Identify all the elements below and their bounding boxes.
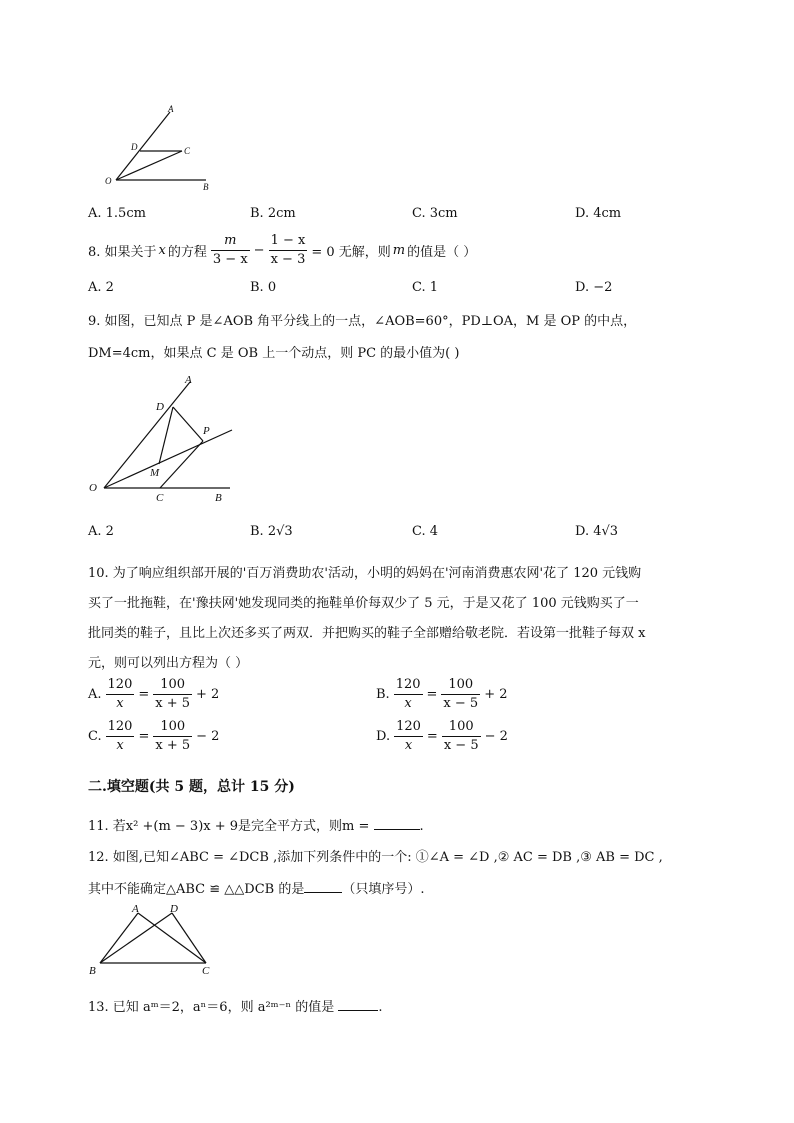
q7-figure: [100, 100, 220, 195]
q10-option-c: C. $\frac{120}{x}$ = $\frac{100}{x + 5}$ − 2: [88, 719, 220, 753]
q7-option-a: A. 1.5cm: [88, 206, 146, 221]
q12-label-d: D: [170, 903, 178, 915]
q12-line-1: 12. 如图,已知∠ABC = ∠DCB ,添加下列条件中的一个: ①∠A = ∠D ,② AC = DB ,③ AB = DC ,: [88, 850, 663, 865]
q9-option-c: C. 4: [412, 524, 439, 539]
q12-figure: [84, 900, 224, 982]
q9-option-d: D. 4√3: [575, 524, 619, 539]
q7-label-c: C: [184, 146, 191, 156]
q7-label-d: D: [131, 142, 138, 152]
q10-option-a: A. $\frac{120}{x}$ = $\frac{100}{x + 5}$ + 2: [88, 677, 220, 711]
q9-label-c: C: [156, 492, 164, 504]
q8-option-b: B. 0: [250, 280, 277, 295]
q7-label-o: O: [105, 176, 112, 186]
q9-label-b: B: [215, 492, 222, 504]
q12-answer-blank: [304, 880, 342, 893]
q7-option-d: D. 4cm: [575, 206, 622, 221]
q11-stem: 11. 若x² +(m − 3)x + 9是完全平方式，则m = .: [88, 819, 424, 834]
q7-label-b: B: [203, 182, 209, 192]
q9-option-b: B. 2√3: [250, 524, 293, 539]
q9-figure: [84, 370, 244, 505]
q11-answer-blank: [374, 817, 420, 830]
q7-option-c: C. 3cm: [412, 206, 458, 221]
q7-option-b: B. 2cm: [250, 206, 296, 221]
q9-line-2: DM=4cm，如果点 C 是 OB 上一个动点，则 PC 的最小值为( ): [88, 346, 460, 361]
q9-label-p: P: [203, 425, 210, 437]
q12-label-b: B: [89, 965, 96, 977]
q12-line-2: 其中不能确定△ABC ≌ △△DCB 的是 （只填序号）.: [88, 882, 425, 897]
q13-answer-blank: [338, 998, 378, 1011]
q13-stem: 13. 已知 aᵐ＝2，aⁿ＝6，则 a²ᵐ⁻ⁿ 的值是 .: [88, 1000, 383, 1015]
q12-label-a: A: [132, 903, 139, 915]
q8-option-d: D. −2: [575, 280, 613, 295]
q9-label-m: M: [150, 467, 160, 479]
q10-line-3: 批同类的鞋子，且比上次还多买了两双．并把购买的鞋子全部赠给敬老院．若设第一批鞋子每双 x: [88, 626, 646, 641]
q8-option-c: C. 1: [412, 280, 439, 295]
q9-label-d: D: [156, 401, 164, 413]
q12-label-c: C: [202, 965, 210, 977]
q10-line-4: 元，则可以列出方程为（ ）: [88, 656, 249, 671]
q10-line-1: 10. 为了响应组织部开展的'百万消费助农'活动，小明的妈妈在'河南消费惠农网'花了 120 元钱购: [88, 566, 642, 581]
q8-stem: 8. 如果关于 x 的方程 $\frac{m}{3 - x}$ − $\frac{1 - x}{x - 3}$ = 0 无解，则 m 的值是（ ）: [88, 233, 477, 267]
q8-option-a: A. 2: [88, 280, 114, 295]
q9-label-a: A: [185, 374, 192, 386]
q10-option-d: D. $\frac{120}{x}$ = $\frac{100}{x - 5}$ − 2: [376, 719, 508, 753]
q9-option-a: A. 2: [88, 524, 114, 539]
q7-label-a: A: [168, 104, 174, 114]
section-2-heading: 二.填空题(共 5 题，总计 15 分): [88, 779, 295, 795]
q8-fraction-1: $\frac{m}{3 - x}$: [212, 233, 248, 267]
q10-line-2: 买了一批拖鞋，在'豫扶网'她发现同类的拖鞋单价每双少了 5 元，于是又花了 100 元钱购买了一: [88, 596, 639, 611]
q9-line-1: 9. 如图，已知点 P 是∠AOB 角平分线上的一点，∠AOB=60°，PD⊥OA，M 是 OP 的中点，: [88, 314, 637, 329]
q10-option-b: B. $\frac{120}{x}$ = $\frac{100}{x - 5}$ + 2: [376, 677, 508, 711]
q9-label-o: O: [89, 482, 97, 494]
q8-fraction-2: $\frac{1 - x}{x - 3}$: [270, 233, 306, 267]
